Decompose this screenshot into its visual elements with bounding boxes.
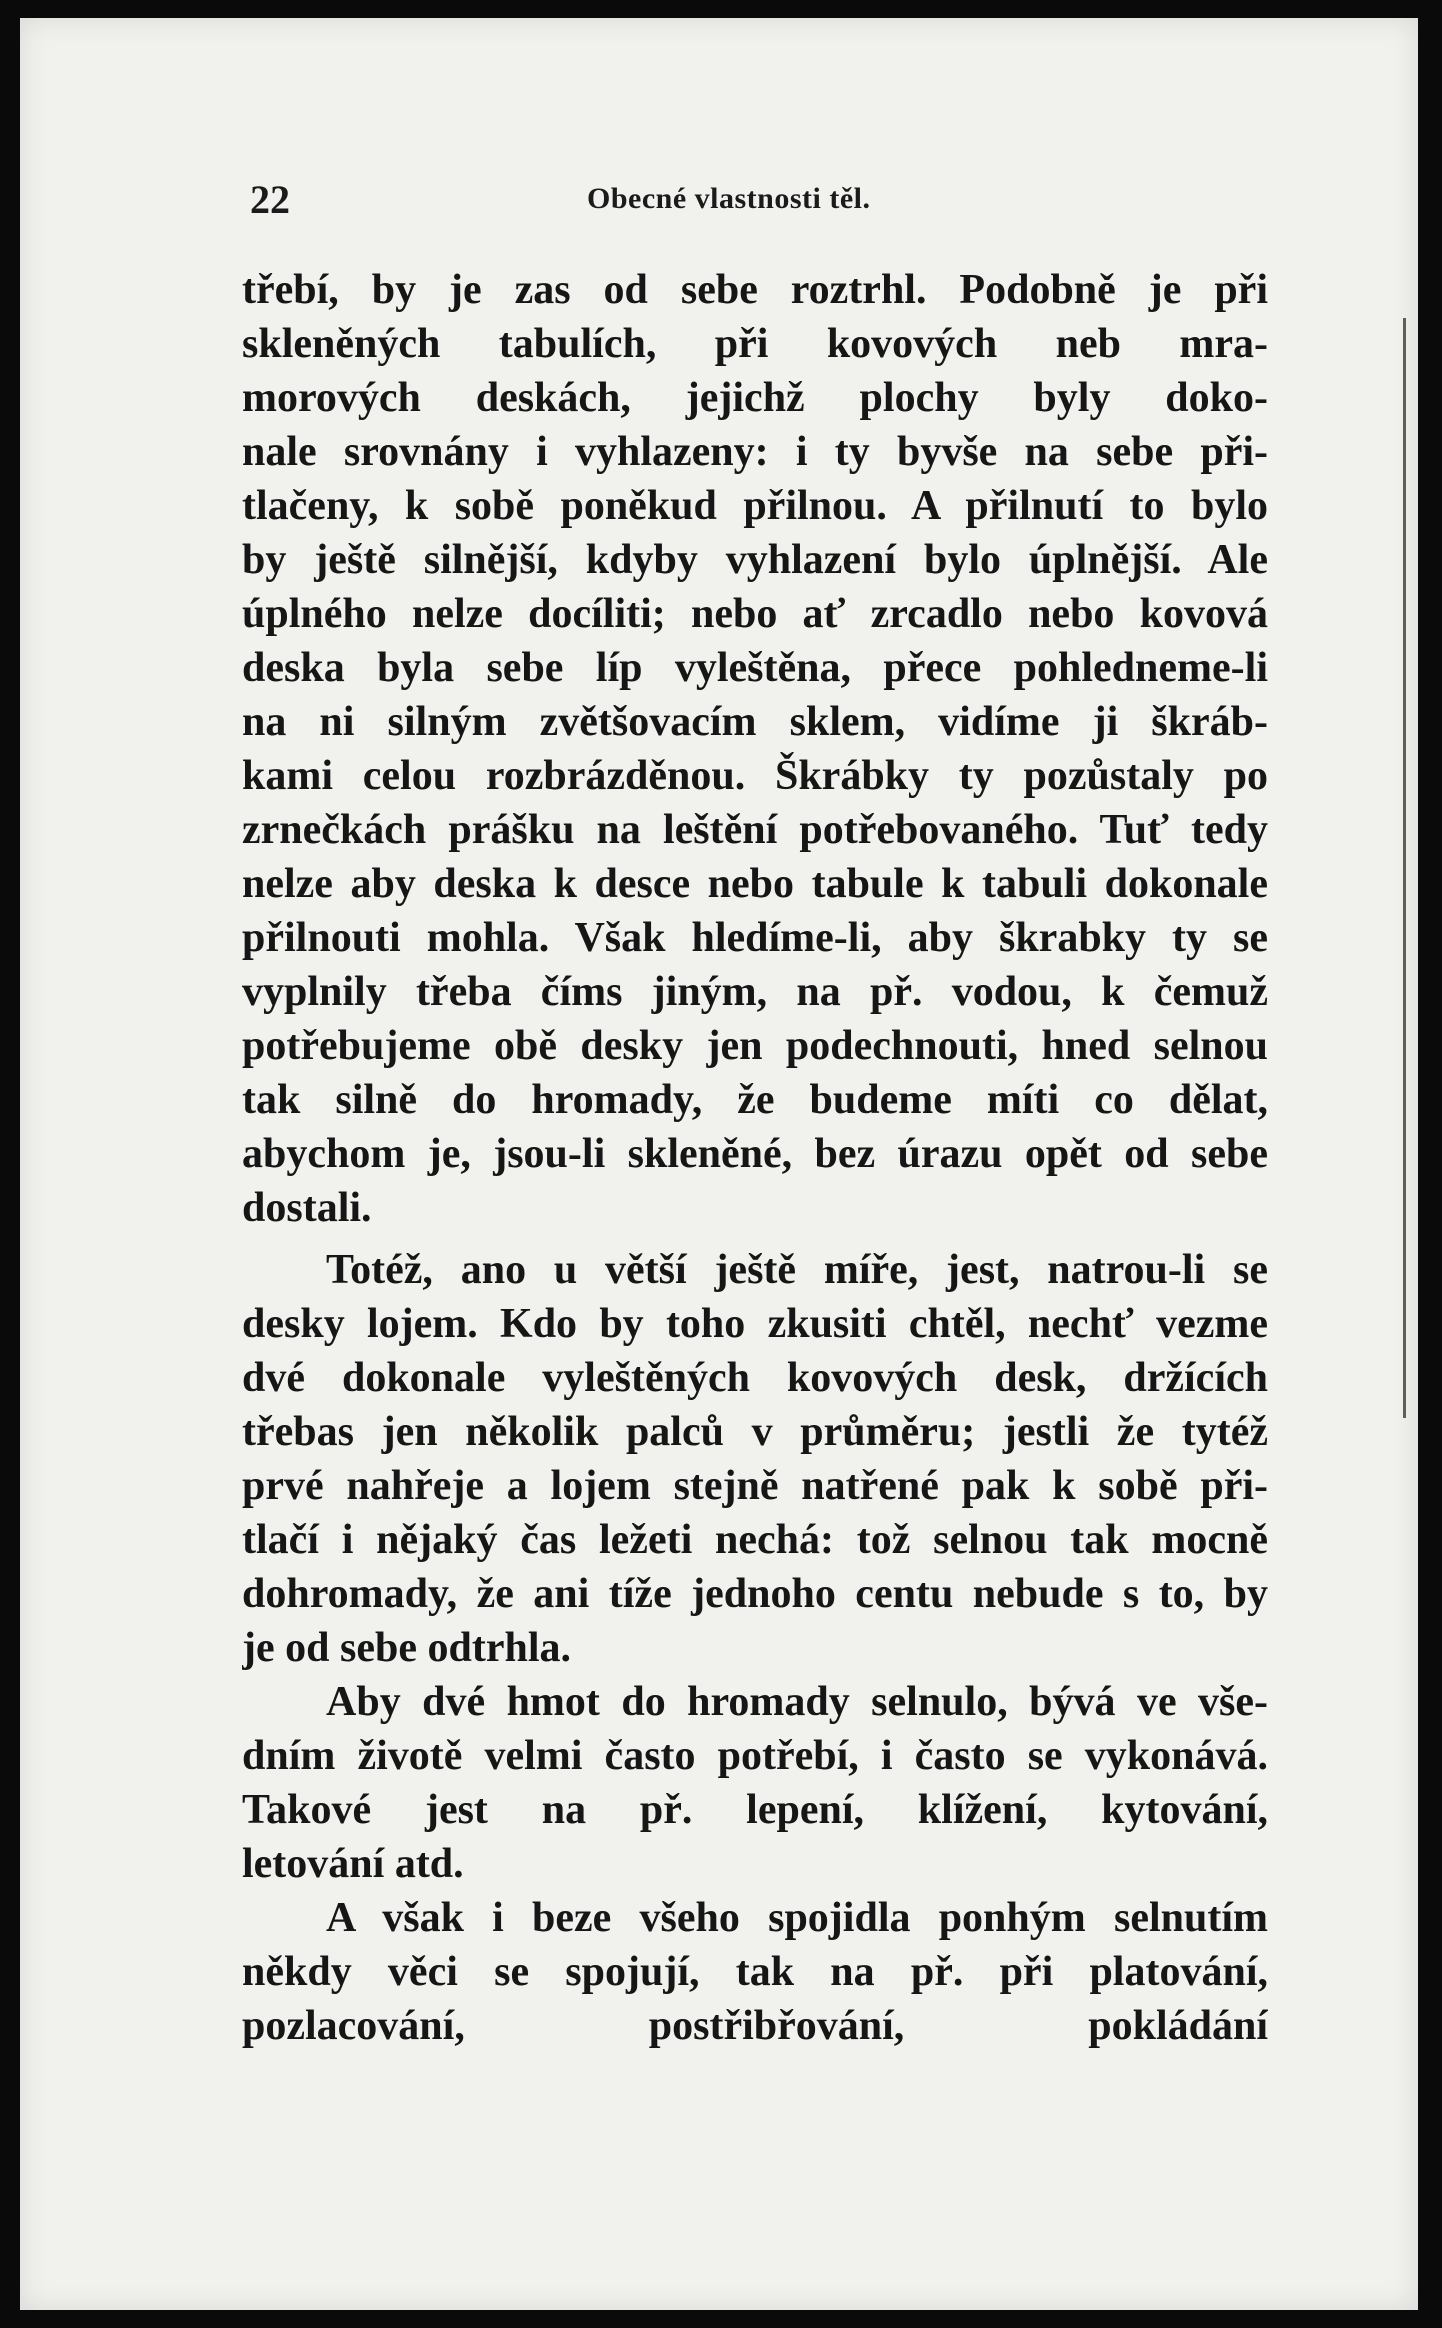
text-line: tlačí i nějaký čas ležeti nechá: tož selnou tak mocně [242, 1517, 1268, 1563]
text-line: dostali. [242, 1185, 372, 1231]
text-line: vyplnily třeba číms jiným, na př. vodou, k čemuž [242, 969, 1268, 1015]
text-line: letování atd. [242, 1841, 464, 1887]
text-line: morových deskách, jejichž plochy byly doko- [242, 375, 1268, 421]
body-text [242, 263, 1268, 2053]
text-line: tak silně do hromady, že budeme míti co dělat, [242, 1077, 1268, 1123]
text-line: by ještě silnější, kdyby vyhlazení bylo úplnější. Ale [242, 537, 1268, 583]
page-header [230, 176, 1278, 224]
page-edge-shadow [1403, 318, 1406, 1418]
text-line: úplného nelze docíliti; nebo ať zrcadlo nebo kovová [242, 591, 1268, 637]
text-line: desky lojem. Kdo by toho zkusiti chtěl, nechť vezme [242, 1301, 1268, 1347]
text-line: třebas jen několik palců v průměru; jestli že tytéž [242, 1409, 1268, 1455]
text-line: prvé nahřeje a lojem stejně natřené pak k sobě při- [242, 1463, 1268, 1509]
text-line: Takové jest na př. lepení, klížení, kytování, [242, 1787, 1268, 1833]
text-line: nale srovnány i vyhlazeny: i ty byvše na sebe při- [242, 429, 1268, 475]
text-line: na ni silným zvětšovacím sklem, vidíme ji škráb- [242, 699, 1268, 745]
text-line: někdy věci se spojují, tak na př. při platování, [242, 1949, 1268, 1995]
text-line: abychom je, jsou-li skleněné, bez úrazu opět od sebe [242, 1131, 1268, 1177]
text-line: skleněných tabulích, při kovových neb mra- [242, 321, 1268, 367]
text-line: je od sebe odtrhla. [242, 1625, 571, 1671]
text-line: dvé dokonale vyleštěných kovových desk, držících [242, 1355, 1268, 1401]
text-line: pozlacování, postřibřování, pokládání [242, 2003, 1268, 2049]
text-line: nelze aby deska k desce nebo tabule k tabuli dokonale [242, 861, 1268, 907]
text-line: A však i beze všeho spojidla ponhým selnutím [326, 1895, 1268, 1941]
text-line: Aby dvé hmot do hromady selnulo, bývá ve vše- [326, 1679, 1268, 1725]
running-head: Obecné vlastnosti těl. [587, 182, 871, 215]
paragraph-gap [242, 1235, 1268, 1243]
text-line: dohromady, že ani tíže jednoho centu nebude s to, by [242, 1571, 1268, 1617]
text-line: dním životě velmi často potřebí, i často se vykonává. [242, 1733, 1268, 1779]
book-page [20, 18, 1418, 2310]
text-line: Totéž, ano u větší ještě míře, jest, natrou-li se [326, 1247, 1268, 1293]
text-line: třebí, by je zas od sebe roztrhl. Podobně je při [242, 267, 1268, 313]
text-line: deska byla sebe líp vyleštěna, přece pohledneme-li [242, 645, 1268, 691]
text-line: tlačeny, k sobě poněkud přilnou. A přilnutí to bylo [242, 483, 1268, 529]
text-line: potřebujeme obě desky jen podechnouti, hned selnou [242, 1023, 1268, 1069]
text-line: přilnouti mohla. Však hledíme-li, aby škrabky ty se [242, 915, 1268, 961]
text-line: kami celou rozbrázděnou. Škrábky ty pozůstaly po [242, 753, 1268, 799]
text-line: zrnečkách prášku na leštění potřebovaného. Tuť tedy [242, 807, 1268, 853]
page-number: 22 [250, 177, 290, 222]
